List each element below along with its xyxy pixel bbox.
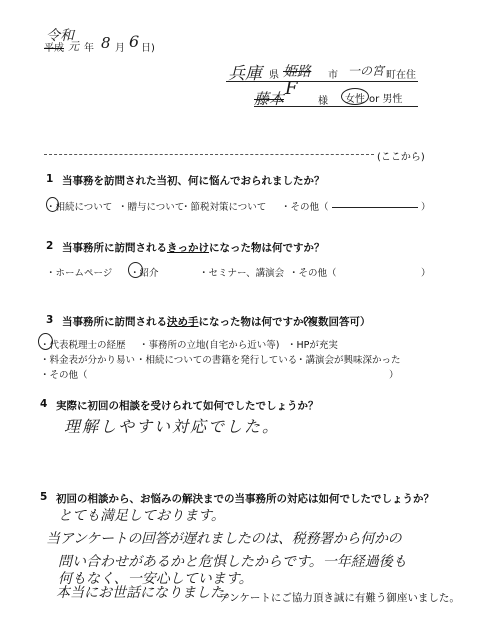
- cut-line: [44, 154, 374, 155]
- q2-option-other[interactable]: ・その他（: [289, 268, 337, 279]
- q3-note: （複数回答可）: [297, 316, 371, 328]
- closing-message: アンケートにご協力頂き誠に有難う御座いました。: [219, 592, 460, 604]
- era-struck: 平成: [44, 43, 64, 54]
- q3-option-hp[interactable]: ・HPが充実: [287, 340, 338, 351]
- name-underline: [254, 106, 418, 107]
- q4-answer: 理解しやすい対応でした。: [64, 417, 281, 436]
- q3-option-fees[interactable]: ・料金表が分かり易い: [40, 355, 136, 366]
- q3-number: 3: [46, 314, 54, 326]
- q1-option-inheritance[interactable]: ・相続について: [46, 202, 113, 213]
- address-underline: [226, 81, 418, 82]
- q5-answer-line-3: 問い合わせがあるかと危惧したからです。一年経過後も: [58, 554, 407, 570]
- q2-option-seminar[interactable]: ・セミナー、講演会: [199, 268, 285, 279]
- q5-text: 初回の相談から、お悩みの解決までの当事務所の対応は如何でしたでしょうか？: [56, 493, 434, 505]
- q2-selected-circle: [128, 262, 143, 278]
- q3-selected-circle: [38, 333, 53, 350]
- q1-option-other-close: ）: [421, 202, 431, 213]
- q2-option-referral[interactable]: ・紹介: [130, 268, 159, 279]
- q4-number: 4: [40, 398, 48, 410]
- town-label: 町在住: [386, 70, 416, 81]
- q3-text-after: になった物は何ですか？: [198, 316, 314, 328]
- q2-option-other-close: ）: [421, 268, 431, 279]
- q2-text: [62, 240, 325, 255]
- q2-number: 2: [46, 240, 54, 252]
- name-initial: F: [285, 78, 298, 99]
- month-value: 8: [101, 34, 111, 52]
- surname-struck: 藤本: [254, 90, 285, 108]
- q1-other-underline: [332, 207, 418, 208]
- prefecture-value: 兵庫: [228, 64, 262, 84]
- month-suffix: 月: [115, 43, 125, 54]
- q3-option-location[interactable]: ・事務所の立地(自宅から近い等): [139, 340, 280, 351]
- town-value: 一の宮: [348, 64, 385, 78]
- q2-text-emphasis: きっかけ: [167, 242, 209, 254]
- gender-or-male[interactable]: or 男性: [369, 94, 403, 105]
- q1-number: 1: [46, 173, 54, 185]
- q1-option-tax-saving[interactable]: ・節税対策について: [181, 202, 267, 213]
- q3-text-before: 当事務所に訪問される: [62, 316, 167, 328]
- year-suffix: 年: [84, 43, 94, 54]
- q5-number: 5: [40, 491, 48, 503]
- q5-answer-line-2: 当アンケートの回答が遅れましたのは、税務署から何かの: [46, 531, 402, 547]
- city-label: 市: [328, 70, 338, 81]
- honorific: 様: [318, 96, 328, 107]
- cut-label: (ここから): [377, 152, 425, 163]
- q3-option-credentials[interactable]: ・代表税理士の経歴: [40, 340, 126, 351]
- q2-text-before: 当事務所に訪問される: [62, 242, 167, 254]
- q3-option-other-close: ）: [389, 370, 399, 381]
- city-value: 姫路: [283, 64, 311, 80]
- q2-text-after: になった物は何ですか？: [209, 242, 325, 254]
- era-handwritten: 令和: [46, 28, 74, 44]
- q1-option-other[interactable]: ・その他（: [281, 202, 329, 213]
- q3-option-lecture[interactable]: ・講演会が興味深かった: [296, 355, 401, 366]
- day-value: 6: [129, 32, 140, 51]
- day-suffix: 日): [141, 43, 155, 54]
- q1-option-gift[interactable]: ・贈与について: [118, 202, 185, 213]
- q5-answer-line-5: 本当にお世話になりました。: [56, 585, 238, 601]
- q3-text: [62, 314, 314, 329]
- q3-option-other[interactable]: ・その他（: [40, 370, 88, 381]
- q5-answer-line-4: 何もなく、一安心しています。: [58, 571, 253, 587]
- q4-text: 実際に初回の相談を受けられて如何でしたでしょうか？: [56, 400, 319, 412]
- q2-option-homepage[interactable]: ・ホームページ: [46, 268, 113, 279]
- q1-text: 当事務を訪問された当初、何に悩んでおられましたか？: [62, 175, 325, 187]
- prefecture-label: 県: [269, 70, 279, 81]
- q3-text-emphasis: 決め手: [167, 316, 199, 328]
- gender-female[interactable]: 女性: [345, 94, 365, 105]
- q1-selected-circle: [46, 197, 59, 212]
- era-year: 元: [68, 40, 79, 53]
- q5-answer-line-1: とても満足しております。: [58, 508, 225, 524]
- q3-option-books[interactable]: ・相続についての書籍を発行している: [136, 355, 298, 366]
